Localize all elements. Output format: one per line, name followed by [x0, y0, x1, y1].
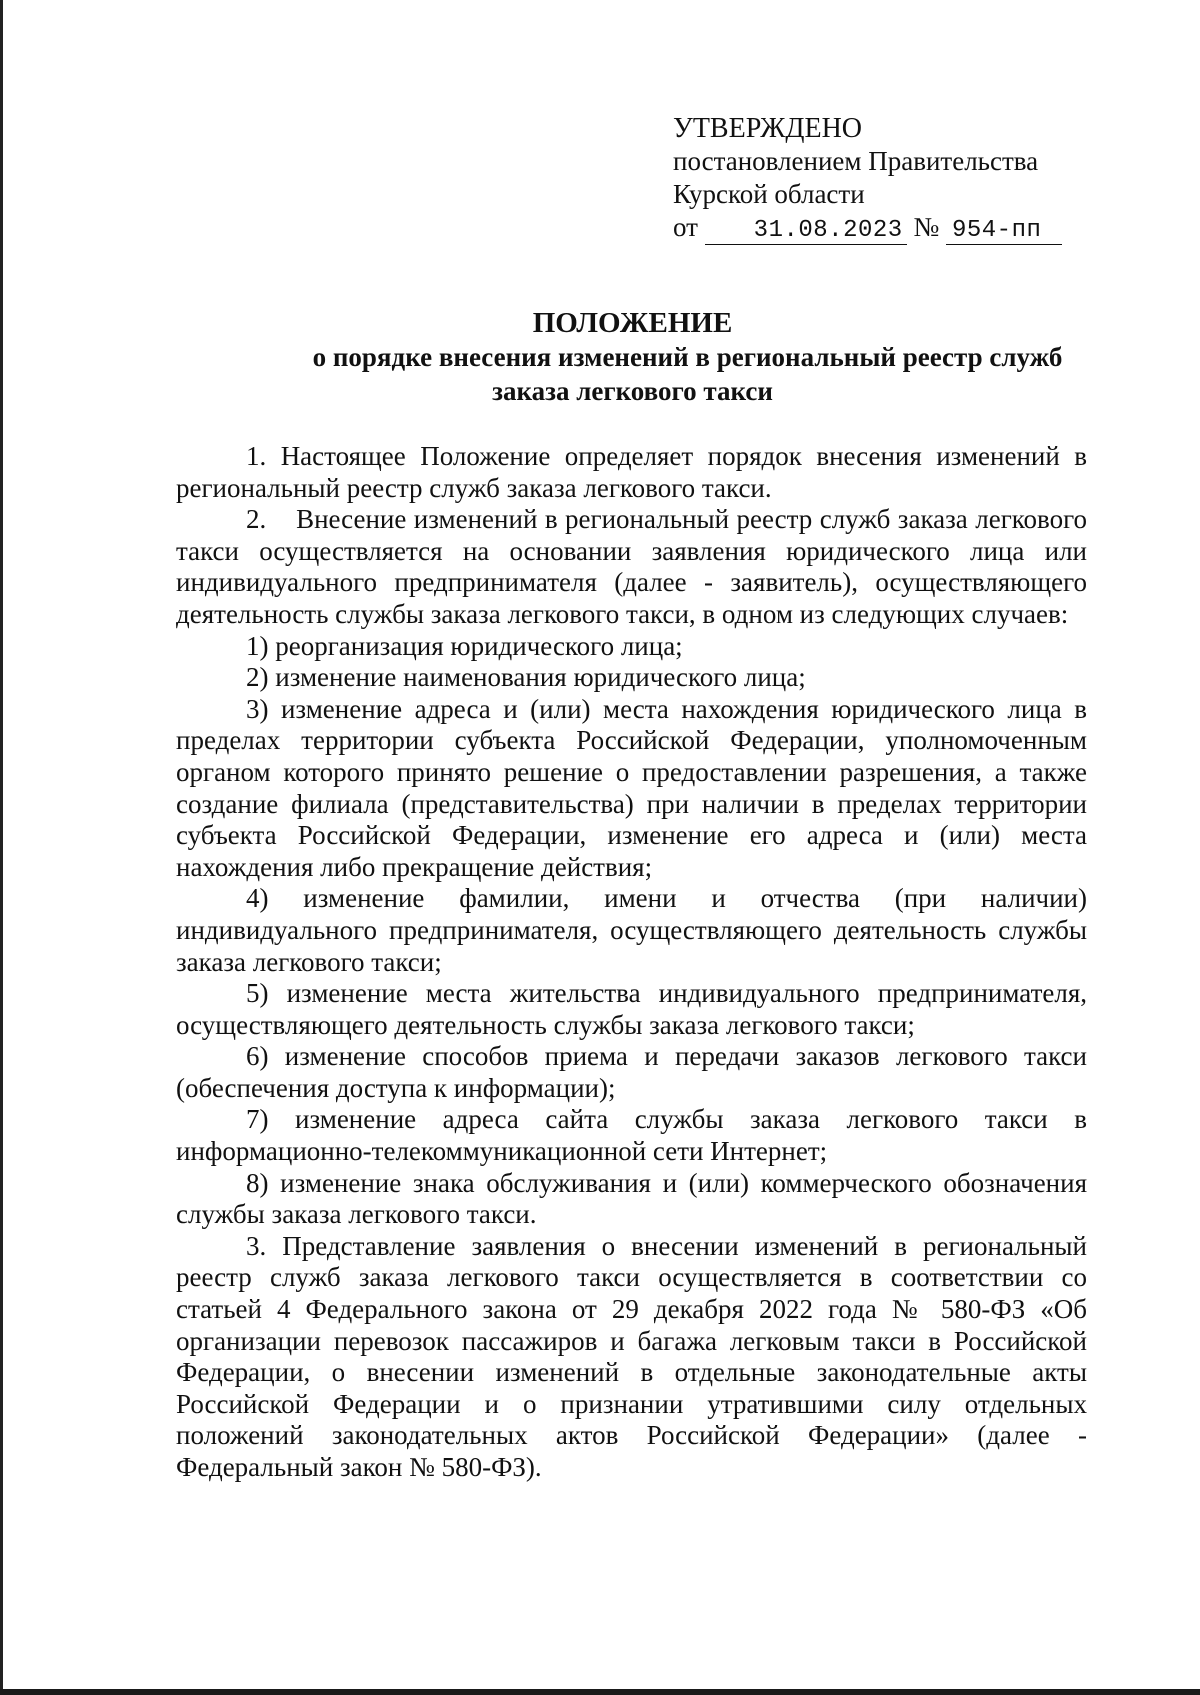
approval-stamp	[673, 112, 1143, 245]
document-subtitle-line-2: заказа легкового такси	[492, 376, 773, 406]
list-item-1: 1) реорганизация юридического лица;	[246, 630, 683, 661]
list-item-2: 2) изменение наименования юридического лица;	[246, 662, 806, 693]
approval-date-line	[673, 211, 1143, 245]
document-heading	[175, 306, 1090, 408]
document-subtitle-line-1: о порядке внесения изменений в региональный реестр служб	[312, 342, 1063, 372]
approval-number-field	[946, 214, 1062, 245]
number-sign: №	[913, 212, 940, 242]
document-title: ПОЛОЖЕНИЕ	[532, 307, 733, 339]
approval-date-value: 31.08.2023	[753, 217, 903, 244]
document-body	[176, 441, 1087, 1484]
scan-edge-left	[0, 0, 3, 1695]
paragraph-1: 1. Настоящее Положение определяет порядок внесения изменений в региональный реестр служб заказа легкового такси.	[176, 441, 1087, 503]
list-item-8: 8) изменение знака обслуживания и (или) коммерческого обозначения службы заказа легкового такси.	[176, 1167, 1087, 1230]
list-item-4: 4) изменение фамилии, имени и отчества (при наличии) индивидуального предпринимателя, осуществляющего деятельность службы заказа легкового такси;	[176, 883, 1087, 977]
date-prefix: от	[673, 212, 698, 242]
approval-number-value: 954-пп	[951, 217, 1042, 244]
list-item-5: 5) изменение места жительства индивидуального предпринимателя, осуществляющего деятельность службы заказа легкового такси;	[176, 978, 1087, 1040]
paragraph-3: 3. Представление заявления о внесении изменений в региональный реестр служб заказа легкового такси осуществляется в соответствии со статьей 4 Федерального закона от 29 декабря 2022 года № 580-ФЗ «Об организации перевозок пассажиров и багажа легковым такси в Российской Федерации, о внесении изменений в отдельные законодательные акты Российской Федерации и о признании утратившими силу отдельных положений законодательных актов Российской Федерации» (далее - Федеральный закон № 580-ФЗ).	[176, 1230, 1087, 1482]
approval-line-1: постановлением Правительства	[673, 146, 1039, 176]
list-item-7: 7) изменение адреса сайта службы заказа легкового такси в информационно-телекоммуникационной сети Интернет;	[176, 1104, 1087, 1167]
approval-title: УТВЕРЖДЕНО	[673, 113, 863, 144]
list-item-6: 6) изменение способов приема и передачи заказов легкового такси (обеспечения доступа к информации);	[176, 1041, 1087, 1103]
approval-line-2: Курской области	[673, 179, 865, 209]
list-item-3: 3) изменение адреса и (или) места нахождения юридического лица в пределах территории субъекта Российской Федерации, уполномоченным органом которого принято решение о предоставлении разрешения, а также создание филиала (представительства) при наличии в пределах территории субъекта Российской Федерации, изменение его адреса и (или) места нахождения либо прекращение действия;	[176, 693, 1087, 882]
scan-edge-bottom	[0, 1689, 1200, 1695]
approval-date-field	[705, 214, 907, 245]
paragraph-2: 2. Внесение изменений в региональный реестр служб заказа легкового такси осуществляется на основании заявления юридического лица или индивидуального предпринимателя (далее - заявитель), осуществляющего деятельность службы заказа легкового такси, в одном из следующих случаев:	[176, 504, 1087, 629]
